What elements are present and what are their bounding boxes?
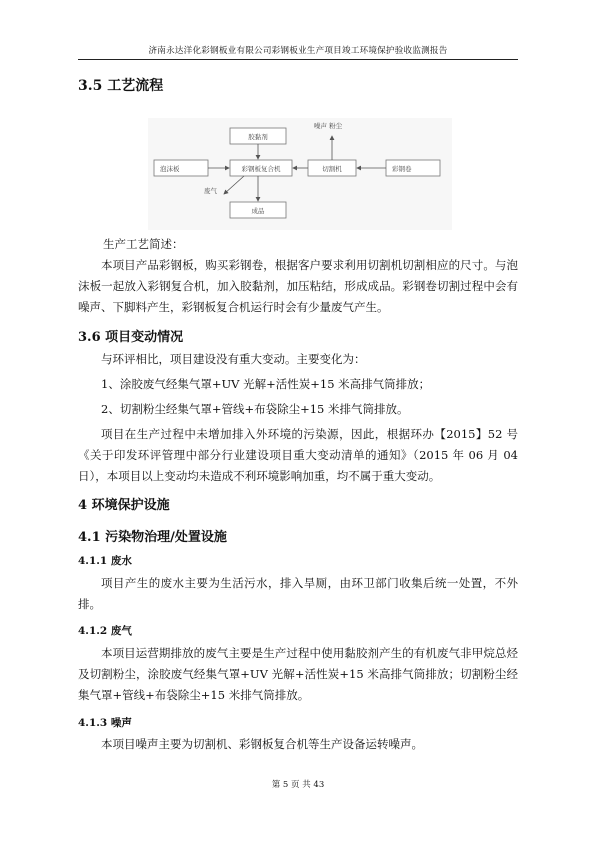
arrow-composite-exhaust	[224, 176, 244, 194]
section-4-1-title: 4.1 污染物治理/处置设施	[78, 530, 227, 545]
flowchart-svg	[148, 118, 452, 230]
section-4-1-2-title: 4.1.2 废气	[78, 625, 132, 637]
section-4-1-1-title: 4.1.1 废水	[78, 555, 132, 567]
product-label: 成品	[251, 207, 265, 215]
page-number: 第 5 页 共 43	[271, 780, 325, 790]
steel-coil-label: 彩钢卷	[392, 165, 412, 173]
noise-text: 本项目噪声主要为切割机、彩钢板复合机等生产设备运转噪声。	[101, 737, 423, 751]
process-heading: 生产工艺简述：	[103, 237, 184, 251]
changes-intro: 与环评相比，项目建设没有重大变动。主要变化为：	[101, 352, 366, 366]
process-flowchart	[148, 118, 452, 230]
composite-machine-label: 彩钢板复合机	[241, 165, 281, 173]
noise-dust-label: 噪声 粉尘	[314, 122, 343, 130]
section-4-title: 4 环境保护设施	[78, 498, 170, 513]
change-item-2: 2、切割粉尘经集气罩+管线+布袋除尘+15 米排气筒排放。	[101, 402, 409, 416]
foam-board-label: 泡沫板	[160, 165, 180, 173]
adhesive-label: 胶黏剂	[248, 133, 268, 141]
wastewater-text: 项目产生的废水主要为生活污水，排入旱厕，由环卫部门收集后统一处置，不外排。	[78, 576, 518, 611]
exhaust-label: 废气	[204, 187, 217, 195]
section-3-5-title: 3.5 工艺流程	[78, 78, 164, 94]
change-item-1: 1、涂胶废气经集气罩+UV 光解+活性炭+15 米高排气筒排放；	[101, 377, 431, 391]
section-4-1-3-title: 4.1.3 噪声	[78, 717, 132, 729]
changes-conclusion: 项目在生产过程中未增加排入外环境的污染源，因此，根据环办【2015】52 号《关于印发环评管理中部分行业建设项目重大变动清单的通知》（2015 年 06 月 04 日），本项目以上变动均未造成不利环境影响加重，均不属于重大变动。	[78, 427, 518, 483]
header-divider	[78, 59, 518, 60]
cutting-machine-label: 切割机	[322, 165, 342, 173]
process-description: 本项目产品彩钢板，购买彩钢卷，根据客户要求利用切割机切割相应的尺寸。与泡沫板一起放入彩钢复合机，加入胶黏剂，加压粘结，形成成品。彩钢卷切割过程中会有噪声、下脚料产生，彩钢板复合机运行时会有少量废气产生。	[78, 258, 518, 314]
section-3-6-title: 3.6 项目变动情况	[78, 330, 184, 345]
page-header: 济南永达洋化彩钢板业有限公司彩钢板业生产项目竣工环境保护验收监测报告	[148, 46, 448, 56]
exhaust-gas-text: 本项目运营期排放的废气主要是生产过程中使用黏胶剂产生的有机废气非甲烷总烃及切割粉尘，涂胶废气经集气罩+UV 光解+活性炭+15 米高排气筒排放；切割粉尘经集气罩+管线+布袋除尘+15 米排气筒排放。	[78, 646, 518, 702]
